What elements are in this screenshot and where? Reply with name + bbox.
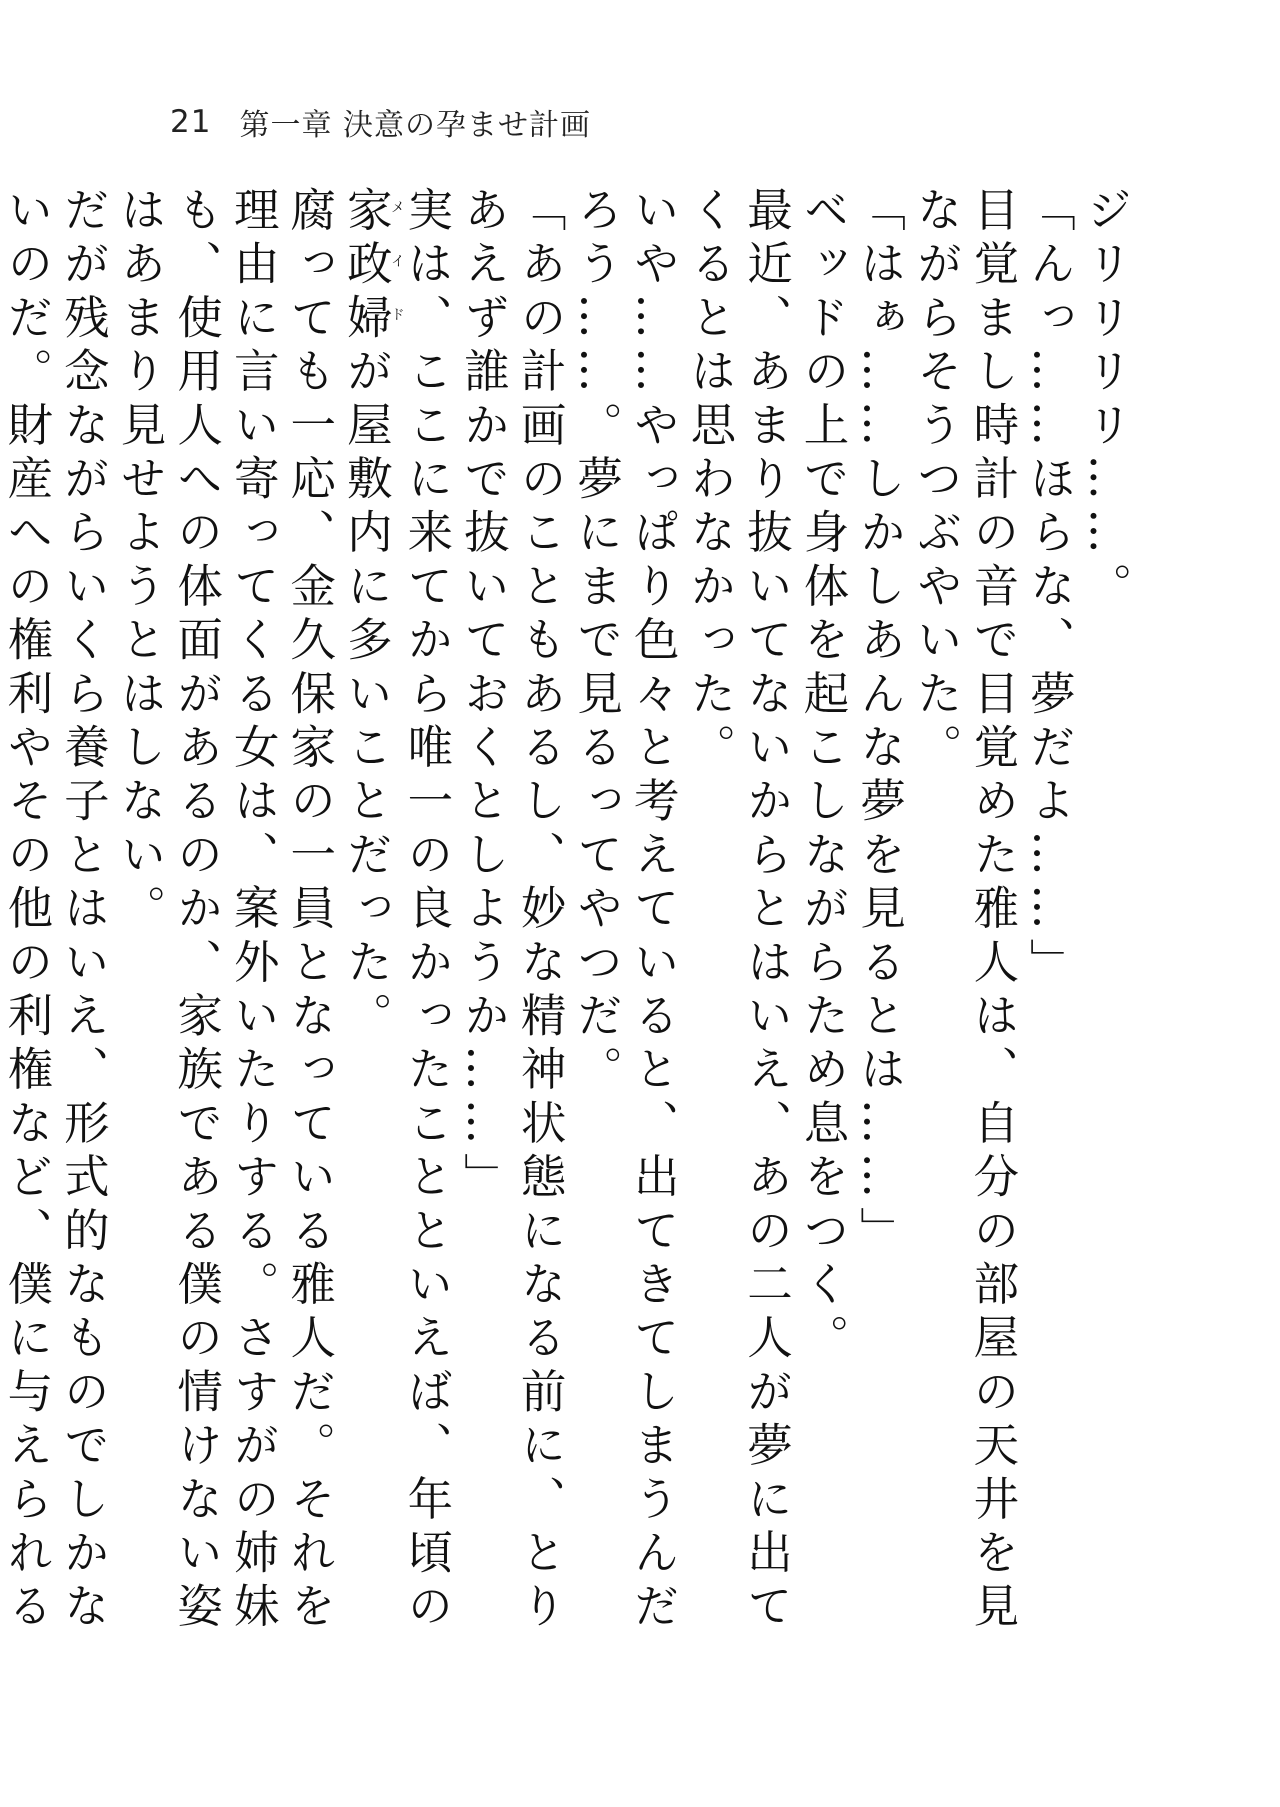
paragraph-8: 「あの計画のこともあるし、妙な精神状態になる前に、とりあえず誰かで抜いておくとしようか……」 (457, 186, 568, 1636)
ruby-maid (340, 186, 405, 348)
ruby-reading: メイド (388, 186, 405, 348)
paragraph-5: ベッドの上で身体を起こしながらため息をつく。 (797, 186, 851, 1368)
paragraph-9-after: が屋敷内に多いことだった。 (340, 347, 394, 1046)
paragraph-4: 「はぁ……しかしあんな夢を見るとは……」 (853, 186, 907, 1260)
chapter-title: 第一章 決意の孕ませ計画 (239, 108, 591, 143)
running-head (170, 100, 591, 144)
paragraph-9-before: 実は、ここに来てから唯一の良かったことといえば、年頃の (400, 186, 454, 1636)
paragraph-7: いや……やっぱり色々と考えていると、出てきてしまうんだろう……。夢にまで見るってやつだ。 (570, 186, 681, 1636)
paragraph-1: ジリリリリ……。 (1080, 186, 1133, 616)
ruby-base: 家政婦 (340, 186, 394, 348)
paragraph-3: 目覚まし時計の音で目覚めた雅人は、自分の部屋の天井を見ながらそうつぶやいた。 (910, 186, 1020, 1636)
page-number: 21 (170, 104, 212, 140)
paragraph-6: 最近、あまり抜いてないからとはいえ、あの二人が夢に出てくるとは思わなかった。 (683, 186, 794, 1636)
paragraph-11: だが残念ながらいくら養子とはいえ、形式的なものでしかないのだ。財産への権利やその他の利権など、僕に与えられる (0, 186, 111, 1636)
body-text (0, 186, 1134, 1656)
paragraph-10: 腐っても一応、金久保家の一員となっている雅人だ。それを理由に言い寄ってくる女は、案外いたりする。さすがの姉妹も、使用人への体面があるのか、家族である僕の情けない姿はあまり見せようとはしない。 (114, 186, 337, 1636)
paragraph-2: 「んっ……ほらな、夢だよ……」 (1023, 186, 1077, 992)
paragraph-9 (338, 186, 455, 1656)
